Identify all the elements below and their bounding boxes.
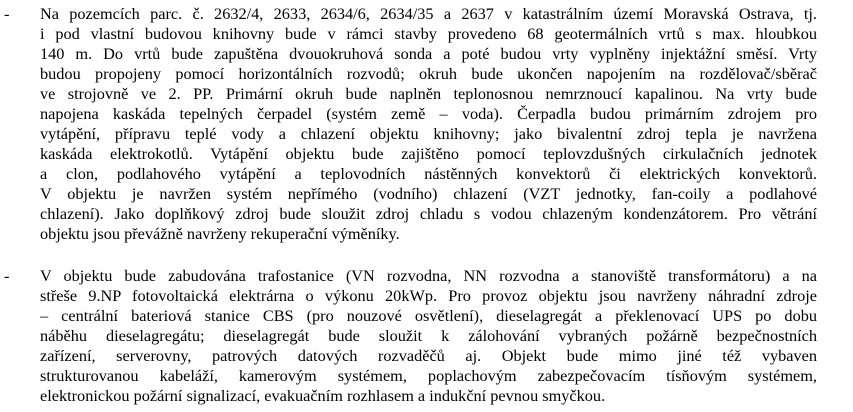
paragraph-line: strukturovanou kabeláží, kamerovým systémem, poplachovým zabezpečovacím tísňovým systémem, — [40, 366, 817, 385]
paragraph-line: budou propojeny pomocí horizontálních rozvodů; okruh bude ukončen napojením na rozdělovač/sběrač — [40, 64, 817, 83]
paragraph-line: chlazení). Jako doplňkový zdroj bude sloužit zdroj chladu s vodou chlazeným kondenzátorem. Pro větrání — [40, 204, 817, 223]
paragraph-line: Na pozemcích parc. č. 2632/4, 2633, 2634/6, 2634/35 a 2637 v katastrálním území Moravská Ostrava, tj. — [40, 4, 817, 23]
paragraph-line: a clon, podlahového vytápění a teplovodních nástěnných konvektorů či elektrických konvektorů. — [40, 164, 817, 183]
paragraph-line: zařízení, serverovny, patrových datových rozvaděčů aj. Objekt bude mimo jiné též vybaven — [40, 346, 817, 365]
paragraph-line: náběhu dieselagregátu; dieselagregát bude sloužit k zálohování vybraných požárně bezpečnostních — [40, 326, 817, 345]
paragraph-line: kaskáda elektrokotlů. Vytápění objektu bude zajištěno pomocí teplovzdušných cirkulačních jednotek — [40, 144, 817, 163]
paragraph-line: i pod vlastní budovou knihovny bude v rámci stavby provedeno 68 geotermálních vrtů s max. hloubkou — [40, 24, 817, 43]
paragraph-line: vytápění, přípravu teplé vody a chlazení objektu knihovny; jako bivalentní zdroj tepla je navržena — [40, 124, 817, 143]
paragraph-line: V objektu bude zabudována trafostanice (VN rozvodna, NN rozvodna a stanoviště transformátoru) a na — [40, 266, 817, 285]
paragraph-line: V objektu je navržen systém nepřímého (vodního) chlazení (VZT jednotky, fan-coily a podlahové — [40, 184, 817, 203]
paragraph-line: napojena kaskáda tepelných čerpadel (systém země – voda). Čerpadla budou primárním zdrojem pro — [40, 104, 817, 123]
bullet-dash-icon: - — [4, 266, 10, 285]
paragraph-line: – centrální bateriová stanice CBS (pro nouzové osvětlení), dieselagregát a překlenovací UPS po dobu — [40, 306, 817, 325]
bullet-dash-icon: - — [4, 4, 10, 23]
paragraph-line: 140 m. Do vrtů bude zapuštěna dvouokruhová sonda a poté budou vrty vyplněny injektážní směsí. Vrty — [40, 44, 817, 63]
paragraph-line: ve strojovně ve 2. PP. Primární okruh bude naplněn teplonosnou nemrznoucí kapalinou. Na vrty bude — [40, 84, 817, 103]
paragraph-line: střeše 9.NP fotovoltaická elektrárna o výkonu 20kWp. Pro provoz objektu jsou navrženy náhradní zdroje — [40, 286, 817, 305]
paragraph-line-last: objektu jsou převážně navrženy rekuperační výměníky. — [40, 224, 400, 243]
paragraph-line-last: elektronickou požární signalizací, evakuačním rozhlasem a indukční pevnou smyčkou. — [40, 386, 606, 405]
